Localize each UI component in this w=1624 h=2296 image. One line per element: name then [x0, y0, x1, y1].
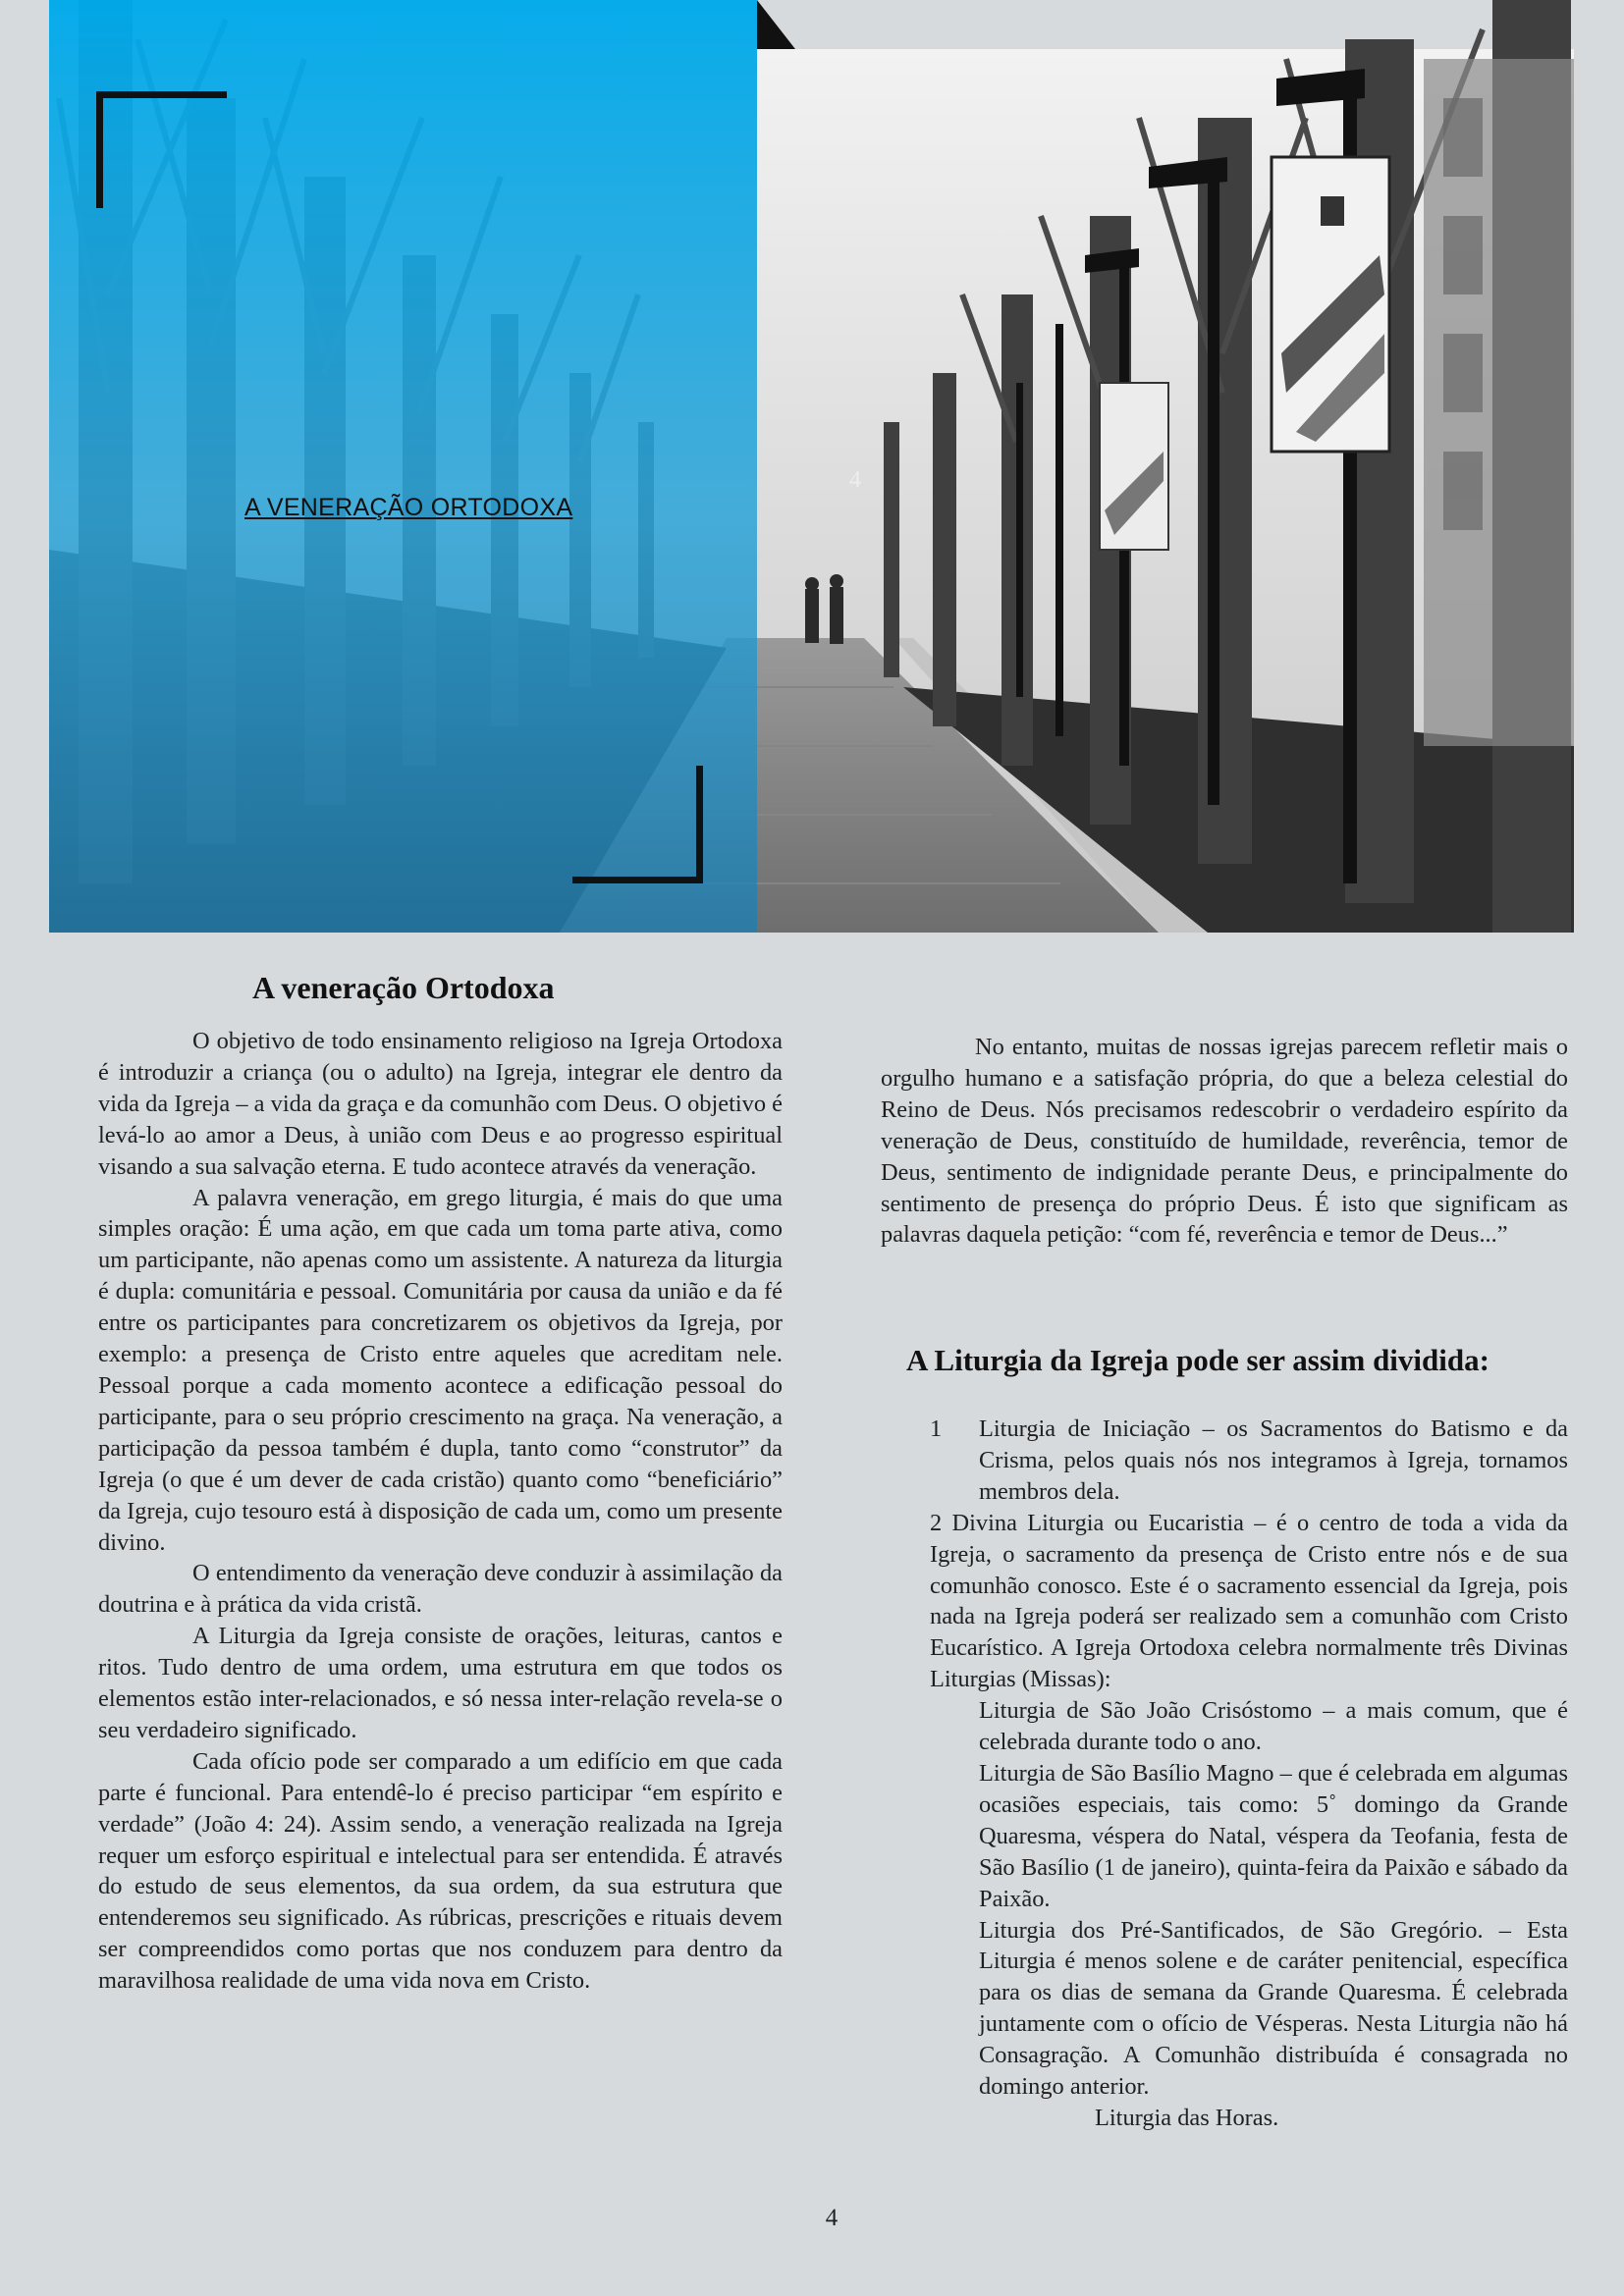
hero-title: A VENERAÇÃO ORTODOXA — [244, 494, 573, 521]
sub-list-item: Liturgia das Horas. — [1095, 2104, 1279, 2131]
right-paragraph: No entanto, muitas de nossas igrejas parecem refletir mais o orgulho humano e a satisfação própria, do que a beleza celestial do Reino de Deus. Nós precisamos redescobrir o verdadeiro espírito da veneração de Deus, constituído de humildade, reverência, temor de Deus, sentimento de indignidade perante Deus, e principalmente do sentimento de presença do próprio Deus. É isto que significam as palavras daquela petição: “com fé, reverência e temor de Deus...” — [881, 1034, 1568, 1249]
paragraph-2: A palavra veneração, em grego liturgia, é mais do que uma simples oração: É uma ação, em que cada um toma parte ativa, como um participante, não apenas como um assistente. A natureza da liturgia é dupla: comunitária e pessoal. Comunitária por causa da união e da fé entre os participantes para concretizarem os objetivos da Igreja, por exemplo: a presença de Cristo entre aqueles que acreditam nele. Pessoal porque a cada momento acontece a edificação pessoal do participante, para o seu próprio crescimento na graça. Na veneração, a participação da pessoa também é dupla, tanto como “construtor” da Igreja (o que é um dever de cada cristão) quanto como “beneficiário” da Igreja, cujo tesouro está à disposição de cada um, como um presente divino. — [98, 1184, 783, 1556]
hero-page-marker: 4 — [849, 467, 861, 493]
sub-list-item: Liturgia de São João Crisóstomo – a mais comum, que é celebrada durante todo o ano. — [979, 1697, 1568, 1756]
hero-photo — [49, 0, 1574, 933]
list-item: 2 Divina Liturgia ou Eucaristia – é o centro de toda a vida da Igreja, o sacramento da presença de Cristo entre nós e de sua comunhão conosco. Este é o sacramento essencial da Igreja, pois nada na Igreja poderá ser realizado sem a comunhão com Cristo Eucarístico. A Igreja Ortodoxa celebra normalmente três Divinas Liturgias (Missas): — [930, 1509, 1568, 1693]
hero-image — [49, 0, 1574, 933]
list-item-text: Liturgia de Iniciação – os Sacramentos do Batismo e da Crisma, pelos quais nós nos integramos à Igreja, tornamos membros dela. — [979, 1415, 1568, 1505]
liturgy-heading: A Liturgia da Igreja pode ser assim dividida: — [906, 1343, 1489, 1377]
paragraph-4: A Liturgia da Igreja consiste de orações, leituras, cantos e ritos. Tudo dentro de uma ordem, uma estrutura em que todos os elementos estão inter-relacionados, e só nessa inter-relação revela-se o seu verdadeiro significado. — [98, 1623, 783, 1743]
article-title: A veneração Ortodoxa — [252, 970, 555, 1005]
page-number: 4 — [825, 2205, 839, 2231]
sub-list-item: Liturgia de São Basílio Magno – que é celebrada em algumas ocasiões especiais, tais como: 5˚ domingo da Grande Quaresma, véspera do Natal, véspera da Teofania, festa de São Basílio (1 de janeiro), quinta-feira da Paixão e sábado da Paixão. — [979, 1759, 1568, 1912]
paragraph-5: Cada ofício pode ser comparado a um edifício em que cada parte é funcional. Para entendê-lo é preciso participar “em espírito e verdade” (João 4: 24). Assim sendo, a veneração realizada na Igreja requer um esforço espiritual e intelectual para ser entendida. É através do estudo de seus elementos, da sua ordem, da sua estrutura que entenderemos seu significado. As rúbricas, prescrições e rituais devem ser compreendidos como portas que nos conduzem para dentro da maravilhosa realidade de uma vida nova em Cristo. — [98, 1747, 783, 1995]
list-item — [930, 1414, 1568, 1508]
right-column — [881, 1032, 1568, 1251]
list-item-number: 1 — [930, 1415, 943, 1442]
left-column — [98, 1026, 783, 1997]
sub-list-item: Liturgia dos Pré-Santificados, de São Gregório. – Esta Liturgia é menos solene e de caráter penitencial, específica para os dias de semana da Grande Quaresma. É celebrada juntamente com o ofício de Vésperas. Nesta Liturgia não há Consagração. A Comunhão distribuída é consagrada no domingo anterior. — [979, 1916, 1568, 2101]
paragraph-3: O entendimento da veneração deve conduzir à assimilação da doutrina e à prática da vida cristã. — [98, 1560, 783, 1619]
paragraph-1: O objetivo de todo ensinamento religioso na Igreja Ortodoxa é introduzir a criança (ou o adulto) na Igreja, integrar ele dentro da vida da Igreja – a vida da graça e da comunhão com Deus. O objetivo é levá-lo ao amor a Deus, à união com Deus e ao progresso espiritual visando a sua salvação eterna. E tudo acontece através da veneração. — [98, 1028, 783, 1180]
liturgy-list — [930, 1414, 1568, 2134]
